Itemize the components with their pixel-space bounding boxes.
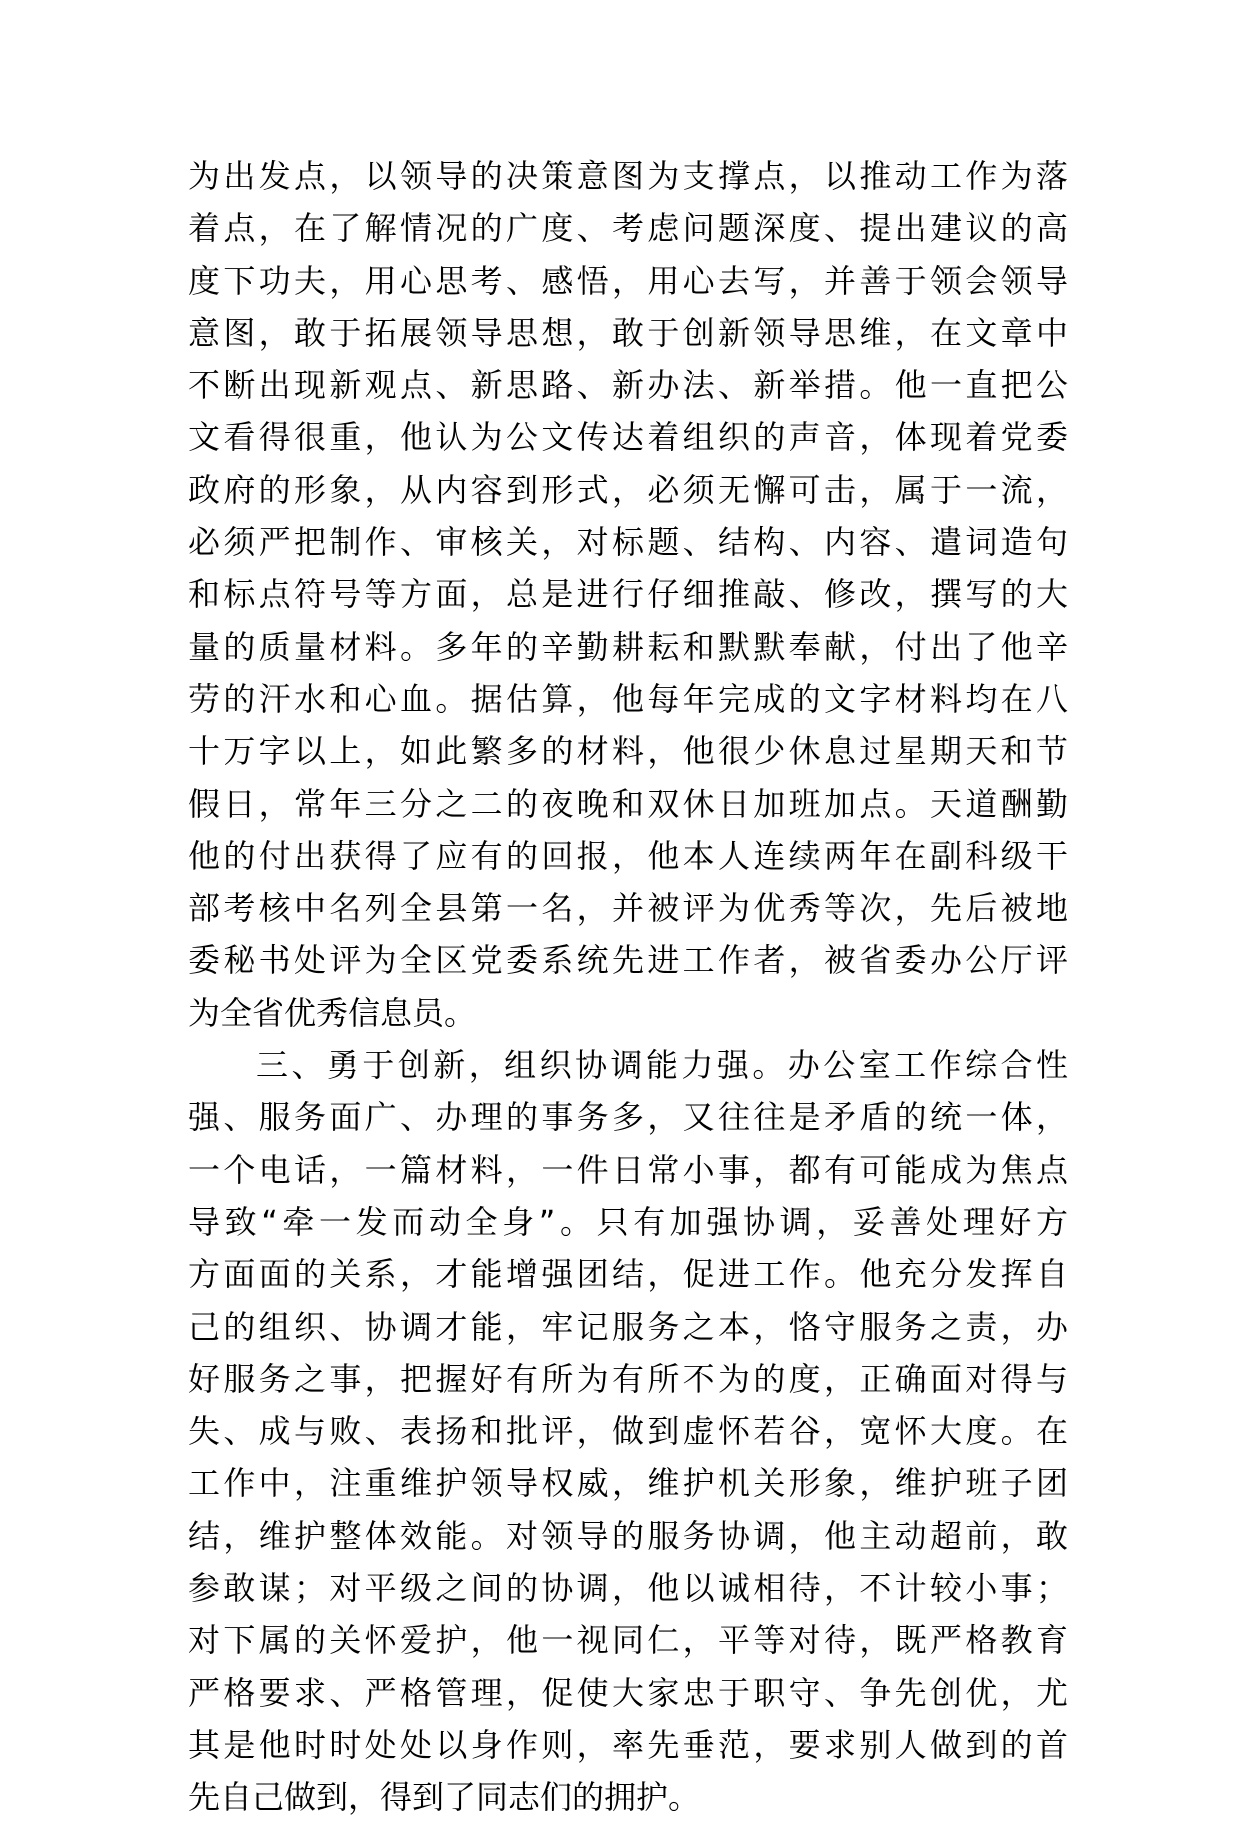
paragraph-end-line: 先自己做到，得到了同志们的拥护。	[188, 1778, 701, 1817]
text-line: 导致“牵一发而动全身”。只有加强协调，妥善处理好方	[188, 1202, 1068, 1241]
text-line: 十万字以上，如此繁多的材料，他很少休息过星期天和节	[188, 732, 1068, 771]
text-line: 他的付出获得了应有的回报，他本人连续两年在副科级干	[188, 836, 1068, 875]
text-line: 必须严把制作、审核关，对标题、结构、内容、遣词造句	[188, 523, 1068, 562]
text-line: 度下功夫，用心思考、感悟，用心去写，并善于领会领导	[188, 261, 1068, 300]
text-line: 己的组织、协调才能，牢记服务之本，恪守服务之责，办	[188, 1307, 1068, 1346]
text-line: 参敢谋；对平级之间的协调，他以诚相待，不计较小事；	[188, 1569, 1068, 1608]
text-line: 假日，常年三分之二的夜晚和双休日加班加点。天道酬勤	[188, 784, 1068, 823]
text-line: 其是他时时处处以身作则，率先垂范，要求别人做到的首	[188, 1725, 1068, 1764]
paragraph-end-line: 为全省优秀信息员。	[188, 993, 477, 1032]
text-line: 和标点符号等方面，总是进行仔细推敲、修改，撰写的大	[188, 575, 1068, 614]
text-line: 失、成与败、表扬和批评，做到虚怀若谷，宽怀大度。在	[188, 1412, 1068, 1451]
text-line: 部考核中名列全县第一名，并被评为优秀等次，先后被地	[188, 889, 1068, 928]
section-heading-line: 三、勇于创新，组织协调能力强。办公室工作综合性	[256, 1046, 1068, 1085]
body-text	[188, 150, 1068, 1824]
text-line: 对下属的关怀爱护，他一视同仁，平等对待，既严格教育	[188, 1621, 1068, 1660]
text-line: 意图，敢于拓展领导思想，敢于创新领导思维，在文章中	[188, 313, 1068, 352]
text-line: 文看得很重，他认为公文传达着组织的声音，体现着党委	[188, 418, 1068, 457]
text-line: 政府的形象，从内容到形式，必须无懈可击，属于一流，	[188, 470, 1068, 509]
text-line: 不断出现新观点、新思路、新办法、新举措。他一直把公	[188, 366, 1068, 405]
text-line: 着点，在了解情况的广度、考虑问题深度、提出建议的高	[188, 209, 1068, 248]
text-line: 委秘书处评为全区党委系统先进工作者，被省委办公厅评	[188, 941, 1068, 980]
text-line: 好服务之事，把握好有所为有所不为的度，正确面对得与	[188, 1359, 1068, 1398]
text-line: 劳的汗水和心血。据估算，他每年完成的文字材料均在八	[188, 679, 1068, 718]
text-line: 结，维护整体效能。对领导的服务协调，他主动超前，敢	[188, 1516, 1068, 1555]
text-line: 工作中，注重维护领导权威，维护机关形象，维护班子团	[188, 1464, 1068, 1503]
text-line: 强、服务面广、办理的事务多，又往往是矛盾的统一体，	[188, 1098, 1068, 1137]
text-line: 量的质量材料。多年的辛勤耕耘和默默奉献，付出了他辛	[188, 627, 1068, 666]
text-line: 为出发点，以领导的决策意图为支撑点，以推动工作为落	[188, 157, 1068, 195]
text-line: 严格要求、严格管理，促使大家忠于职守、争先创优，尤	[188, 1673, 1068, 1712]
text-line: 一个电话，一篇材料，一件日常小事，都有可能成为焦点	[188, 1150, 1068, 1189]
text-line: 方面面的关系，才能增强团结，促进工作。他充分发挥自	[188, 1255, 1068, 1294]
